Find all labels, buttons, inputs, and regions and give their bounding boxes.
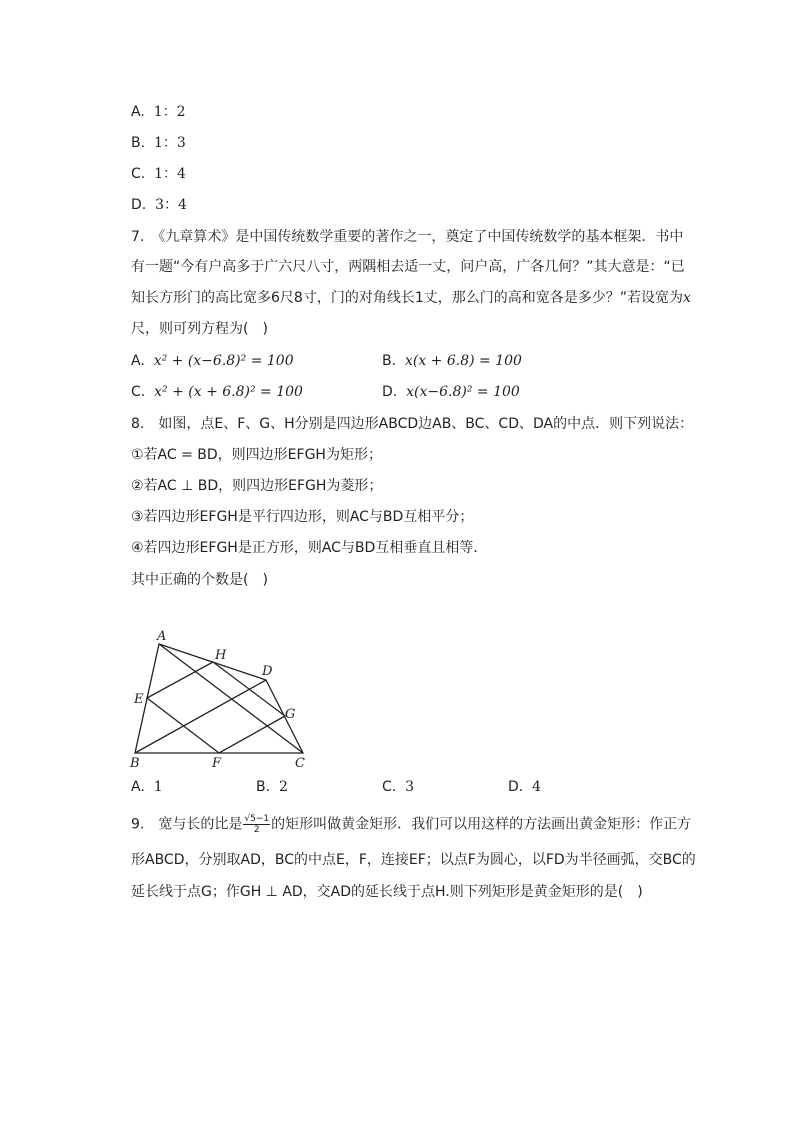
q8-option-b: B. 2	[256, 779, 288, 795]
q8-stem-line1: 8. 如图，点E、F、G、H分别是四边形ABCD边AB、BC、CD、DA的中点．则下列说法：	[131, 416, 694, 432]
q8-quadrilateral-figure	[125, 625, 315, 770]
q6-option-a: A. 1：2	[131, 104, 186, 120]
golden-ratio-fraction: $\frac{√5-1}{2}$	[244, 814, 270, 835]
label-c: C	[295, 756, 305, 770]
q7-option-b: B. x(x + 6.8) = 100	[382, 353, 522, 369]
q8-statement-4: ④若四边形EFGH是正方形，则AC与BD互相垂直且相等．	[131, 540, 488, 556]
label-b: B	[130, 756, 140, 770]
q7-option-d: D. x(x−6.8)² = 100	[382, 384, 520, 400]
q9-stem-line3: 延长线于点G；作GH ⊥ AD，交AD的延长线于点H.则下列矩形是黄金矩形的是( )	[131, 884, 643, 900]
q8-option-d: D. 4	[508, 779, 542, 795]
label-f: F	[212, 756, 222, 770]
label-d: D	[262, 664, 273, 679]
q7-stem-line3: 知长方形门的高比宽多6尺8寸，门的对角线长1丈，那么门的高和宽各是多少？”若设宽为x	[131, 290, 691, 306]
label-a: A	[157, 629, 167, 644]
q6-option-c: C. 1：4	[131, 166, 186, 182]
q7-option-c: C. x² + (x + 6.8)² = 100	[131, 384, 303, 400]
q7-variable-x: x	[682, 290, 691, 306]
diagonal-bd	[135, 680, 266, 753]
q6-option-b: B. 1：3	[131, 135, 186, 151]
q9-stem-line2: 形ABCD，分别取AD，BC的中点E，F，连接EF；以点F为圆心，以FD为半径画弧，交BC的	[131, 852, 696, 868]
q7-option-a: A. x² + (x−6.8)² = 100	[131, 353, 294, 369]
label-h: H	[215, 648, 227, 663]
q8-option-c: C. 3	[382, 779, 415, 795]
diagonal-ac	[159, 644, 303, 753]
q8-option-a: A. 1	[131, 779, 163, 795]
label-e: E	[134, 692, 144, 707]
q8-statement-2: ②若AC ⊥ BD，则四边形EFGH为菱形；	[131, 478, 383, 494]
q8-statement-1: ①若AC = BD，则四边形EFGH为矩形；	[131, 447, 382, 463]
label-g: G	[285, 707, 296, 722]
q7-stem-line1: 7. 《九章算术》是中国传统数学重要的著作之一，奠定了中国传统数学的基本框架．书中	[131, 229, 684, 245]
q8-statement-3: ③若四边形EFGH是平行四边形，则AC与BD互相平分；	[131, 509, 474, 525]
q7-stem-line4: 尺，则可列方程为( )	[131, 321, 268, 337]
q8-question: 其中正确的个数是( )	[131, 572, 268, 588]
q7-stem-line2: 有一题“今有户高多于广六尺八寸，两隅相去适一丈，问户高，广各几何？”其大意是：“已	[131, 259, 685, 275]
q9-stem-line1: 9. 宽与长的比是 $\frac{√5-1}{2}$ 的矩形叫做黄金矩形．我们可以用这样的方法画出黄金矩形：作正方	[131, 814, 692, 835]
q6-option-d: D. 3：4	[131, 197, 187, 213]
